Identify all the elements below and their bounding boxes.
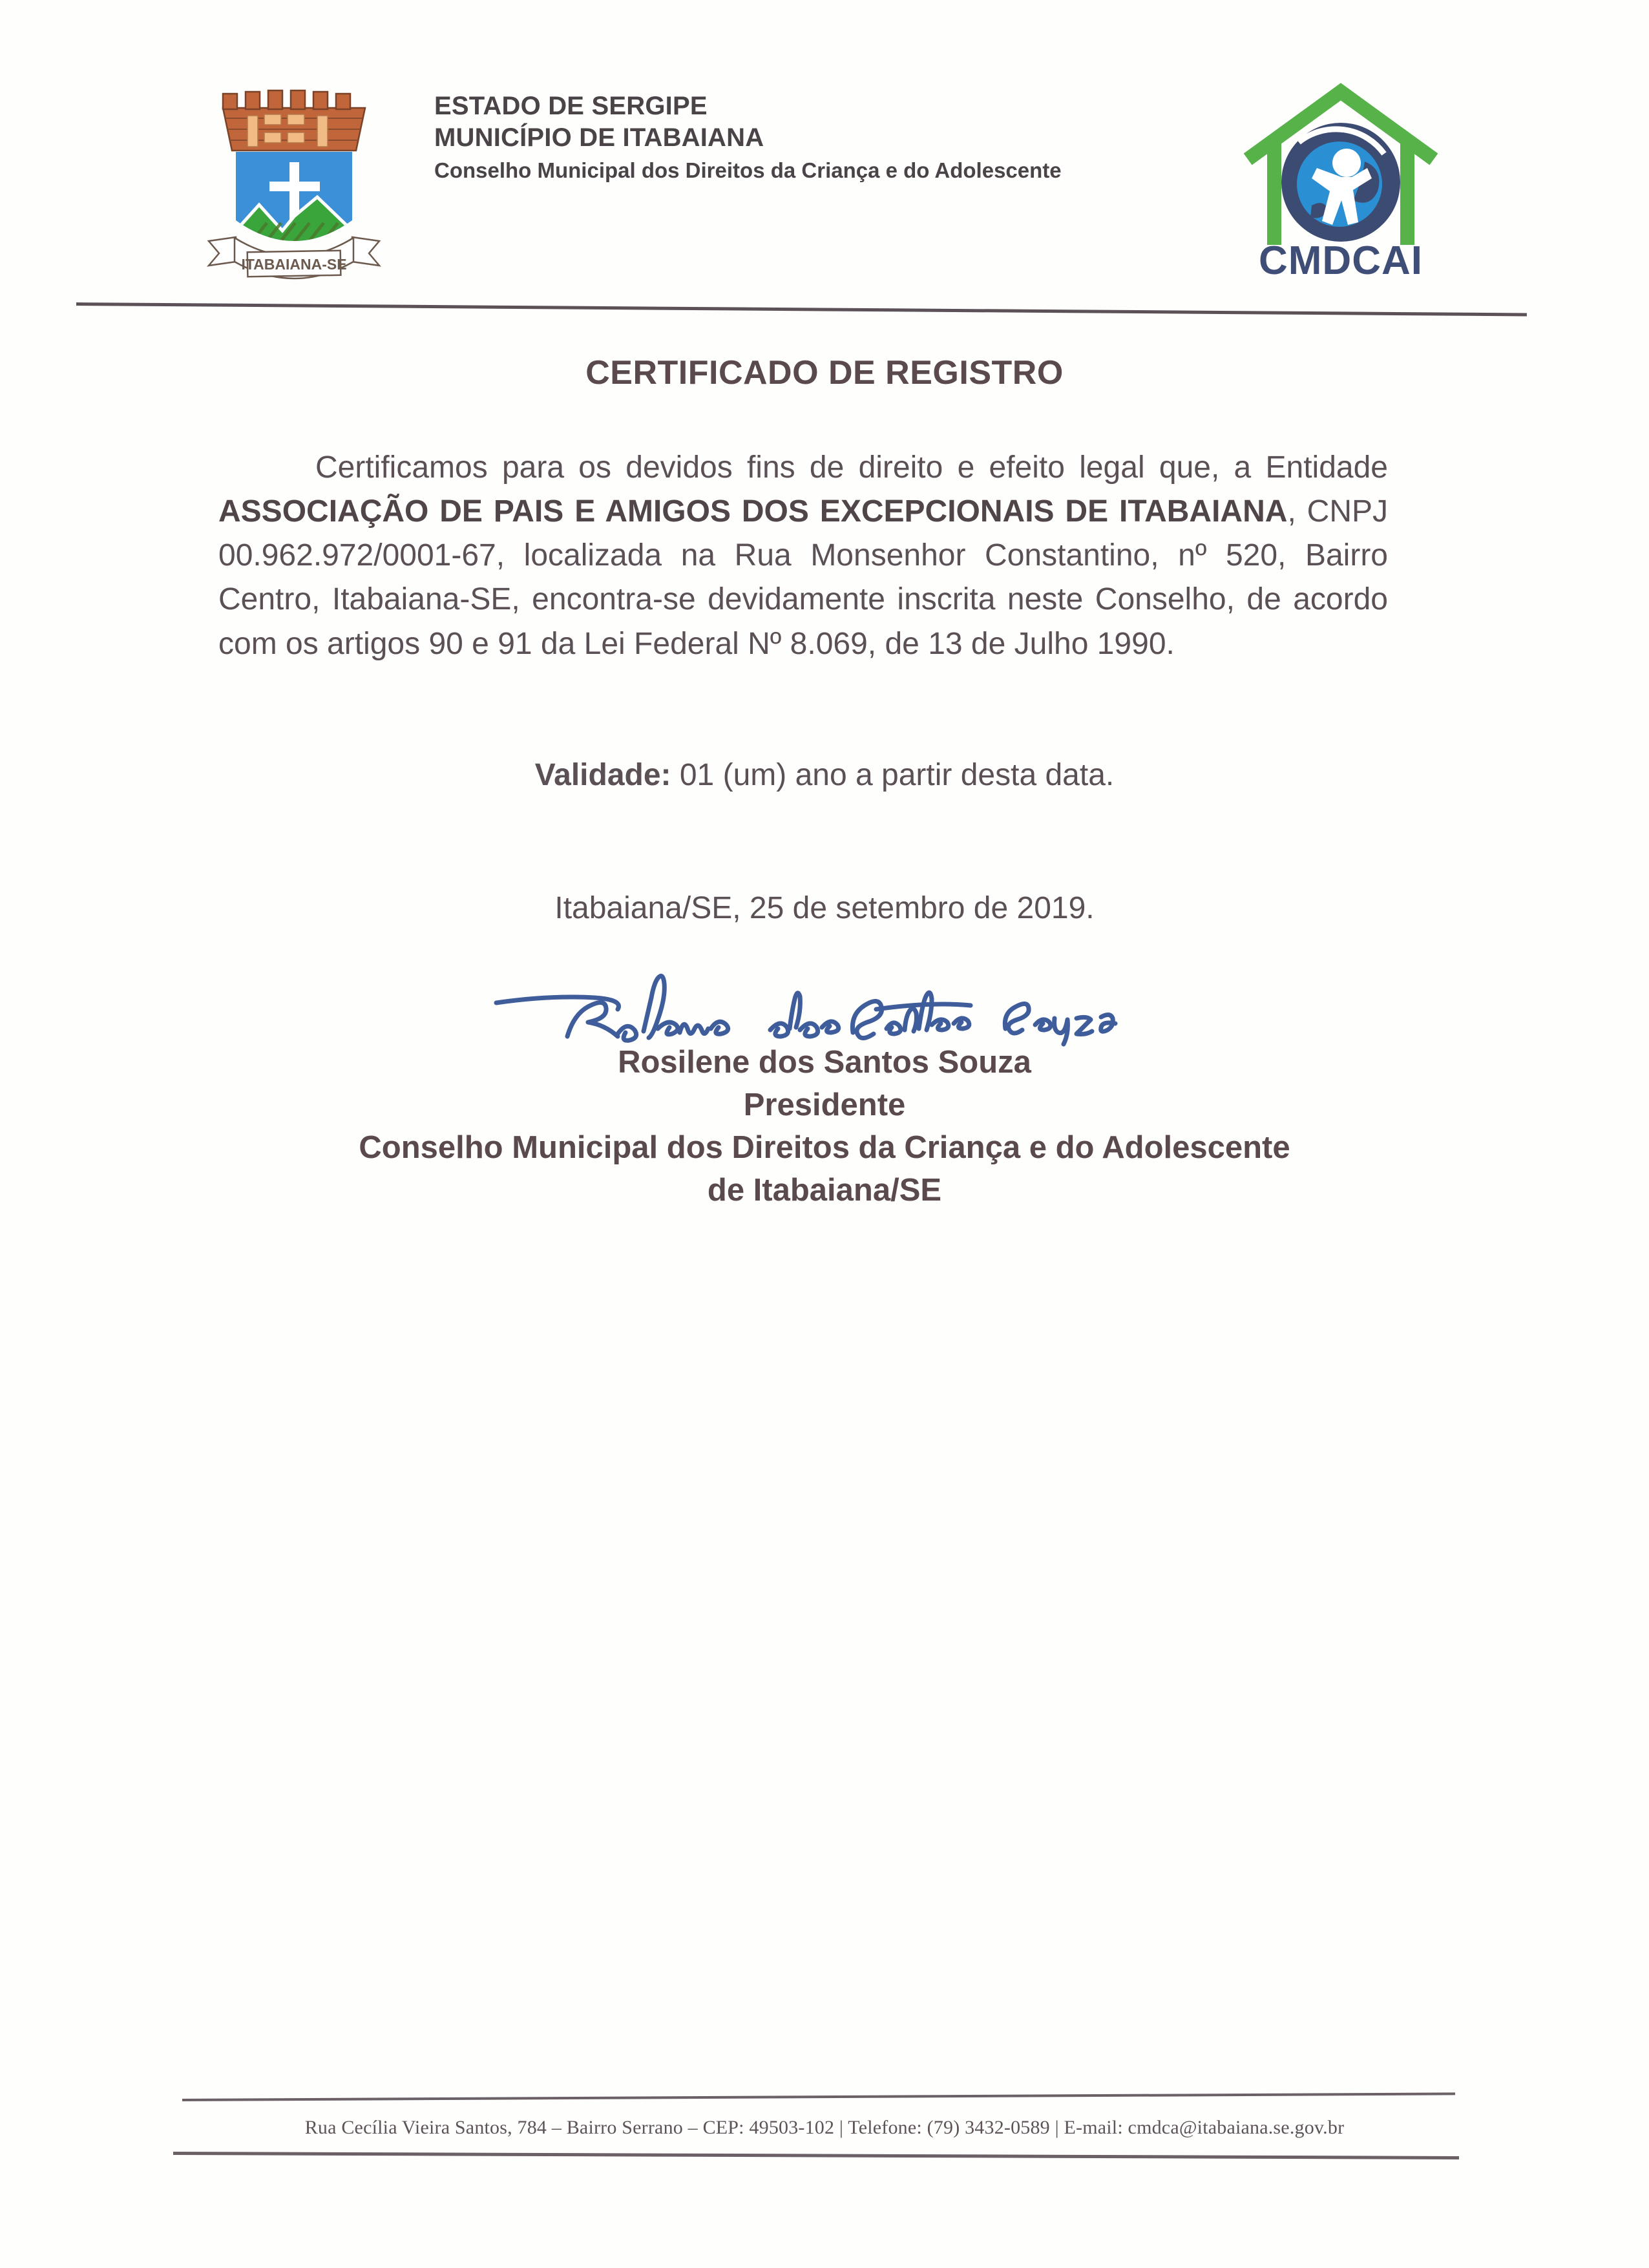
certificate-detail-text: , CNPJ 00.962.972/0001-67, localizada na Rua Monsenhor Constantino, nº 520, Bairro Centro, Itabaiana-SE, encontra-se devidamente inscrita neste Conselho, de acordo com os artigos 90 e 91 da Lei Federal Nº 8.069, de 13 de Julho 1990. — [218, 494, 1389, 661]
validity-label: Validade: — [534, 758, 671, 792]
footer-contact-info: Rua Cecília Vieira Santos, 784 – Bairro Serrano – CEP: 49503-102 | Telefone: (79) 3432-0589 | E-mail: cmdca@itabaiana.se.gov.br — [304, 2117, 1345, 2138]
certificate-intro-text: Certificamos para os devidos fins de direito e efeito legal que, a Entidade — [315, 450, 1388, 485]
validity-value: 01 (um) ano a partir desta data. — [671, 758, 1115, 792]
signatory-role: Presidente — [743, 1087, 906, 1122]
cmdcai-house-globe-logo-icon — [1215, 71, 1467, 284]
header-municipality-line: MUNICÍPIO DE ITABAIANA — [434, 123, 764, 152]
page-title: CERTIFICADO DE REGISTRO — [585, 354, 1064, 392]
cmdcai-acronym-label: CMDCAI — [1259, 238, 1423, 283]
signatory-organization-line2: de Itabaiana/SE — [707, 1173, 942, 1208]
certificate-body — [218, 446, 1388, 666]
footer-divider-bottom — [173, 2152, 1459, 2159]
signatory-name: Rosilene dos Santos Souza — [618, 1045, 1031, 1080]
validity-line — [0, 757, 1649, 793]
header-state-line: ESTADO DE SERGIPE — [434, 92, 708, 120]
footer-divider-top — [182, 2092, 1455, 2101]
coat-of-arms-banner-label: ITABAIANA-SE — [241, 256, 347, 273]
entity-name: ASSOCIAÇÃO DE PAIS E AMIGOS DOS EXCEPCIONAIS DE ITABAIANA — [218, 494, 1288, 529]
header-titles — [434, 90, 1197, 184]
header-council-line: Conselho Municipal dos Direitos da Criança e do Adolescente — [434, 158, 1062, 182]
signatory-organization-line1: Conselho Municipal dos Direitos da Criança e do Adolescente — [359, 1130, 1290, 1165]
handwritten-signature-icon — [491, 969, 1137, 1053]
header-divider — [76, 302, 1527, 316]
itabaiana-coat-of-arms-icon — [197, 68, 391, 281]
document-header — [0, 0, 1649, 304]
place-and-date: Itabaiana/SE, 25 de setembro de 2019. — [554, 891, 1095, 925]
